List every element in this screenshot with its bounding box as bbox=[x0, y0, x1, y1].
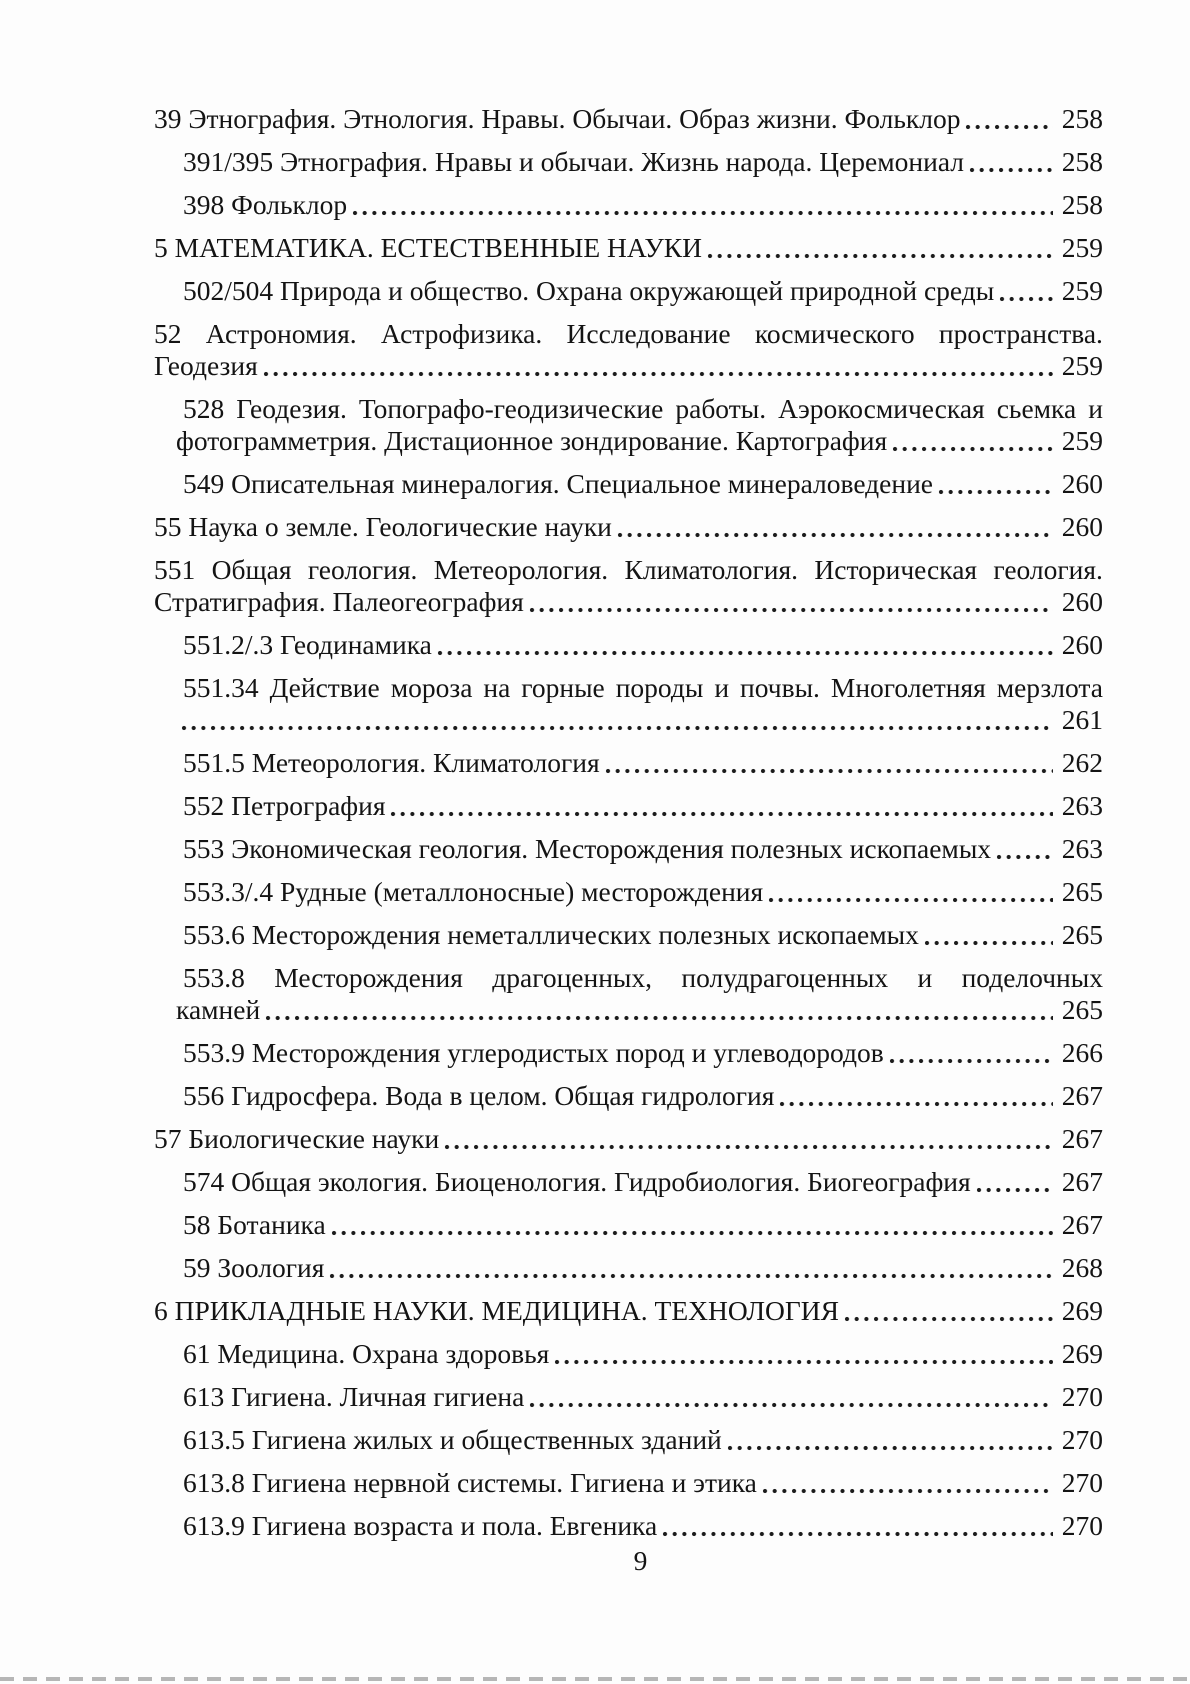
toc-entry-title: 613.5 Гигиена жилых и общественных зданий bbox=[183, 1424, 722, 1455]
toc-entry-word: поделочных bbox=[961, 962, 1103, 993]
toc-entry-lastline bbox=[154, 468, 1103, 500]
toc-entry-lastline bbox=[154, 1037, 1103, 1069]
toc-entry-word: Астрономия. bbox=[205, 318, 357, 349]
toc-entry-lastline bbox=[154, 1123, 1103, 1155]
table-of-contents bbox=[154, 103, 1103, 1553]
toc-entry-title: 549 Описательная минералогия. Специальное минераловедение bbox=[183, 468, 934, 499]
toc-entry-line bbox=[154, 962, 1103, 994]
toc-page-ref: 267 bbox=[1061, 1123, 1103, 1154]
toc-entry-title: 502/504 Природа и общество. Охрана окружающей природной среды bbox=[183, 275, 995, 306]
toc-entry bbox=[154, 554, 1103, 618]
toc-page-ref: 270 bbox=[1061, 1467, 1103, 1498]
toc-entry-word: Историческая bbox=[814, 554, 978, 585]
toc-entry-word: Климатология. bbox=[624, 554, 799, 585]
dot-leader bbox=[889, 1037, 1053, 1069]
toc-entry-title: Стратиграфия. Палеогеография bbox=[154, 586, 524, 617]
toc-entry-title: 556 Гидросфера. Вода в целом. Общая гидрология bbox=[183, 1080, 775, 1111]
toc-entry-word: мерзлота bbox=[996, 672, 1103, 703]
toc-page-ref: 267 bbox=[1061, 1209, 1103, 1240]
toc-entry-word: мороза bbox=[390, 672, 473, 703]
toc-entry-lastline bbox=[154, 103, 1103, 135]
toc-entry-word: 52 bbox=[154, 318, 182, 349]
dot-leader bbox=[329, 1252, 1053, 1284]
toc-entry-word: и bbox=[917, 962, 933, 993]
toc-page-ref: 259 bbox=[1061, 232, 1103, 263]
toc-entry-lastline bbox=[154, 629, 1103, 661]
dot-leader bbox=[969, 146, 1053, 178]
toc-entry-line bbox=[154, 393, 1103, 425]
toc-entry bbox=[154, 747, 1103, 779]
toc-entry-word: и bbox=[1088, 393, 1103, 424]
toc-entry bbox=[154, 1338, 1103, 1370]
toc-page-ref: 265 bbox=[1061, 919, 1103, 950]
toc-entry-word: Общая bbox=[211, 554, 292, 585]
toc-entry-title: камней bbox=[176, 994, 261, 1025]
toc-entry-word: работы. bbox=[675, 393, 767, 424]
toc-entry-word: Топографо-геодизические bbox=[358, 393, 664, 424]
toc-entry bbox=[154, 876, 1103, 908]
dot-leader bbox=[265, 994, 1053, 1026]
toc-entry-word: горные bbox=[521, 672, 605, 703]
toc-entry-lastline bbox=[154, 189, 1103, 221]
toc-entry-title: 39 Этнография. Этнология. Нравы. Обычаи. Образ жизни. Фольклор bbox=[154, 103, 961, 134]
toc-entry-lastline bbox=[154, 1166, 1103, 1198]
dot-leader bbox=[529, 586, 1053, 618]
toc-entry-title: 57 Биологические науки bbox=[154, 1123, 440, 1154]
dot-leader bbox=[181, 704, 1053, 736]
toc-entry-lastline bbox=[154, 1252, 1103, 1284]
toc-entry bbox=[154, 511, 1103, 543]
toc-page-ref: 266 bbox=[1061, 1037, 1103, 1068]
toc-entry-line bbox=[154, 672, 1103, 704]
dot-leader bbox=[707, 232, 1053, 264]
scan-artifact-bottom-edge bbox=[0, 1677, 1190, 1681]
toc-page-ref: 260 bbox=[1061, 629, 1103, 660]
dot-leader bbox=[727, 1424, 1053, 1456]
toc-entry-lastline bbox=[154, 919, 1103, 951]
toc-entry bbox=[154, 318, 1103, 382]
toc-entry-word: Геодезия. bbox=[236, 393, 347, 424]
toc-entry-word: 528 bbox=[183, 393, 225, 424]
toc-entry-lastline bbox=[154, 876, 1103, 908]
toc-entry-lastline bbox=[154, 1510, 1103, 1542]
toc-entry-lastline bbox=[154, 1338, 1103, 1370]
toc-entry-title: 553.6 Месторождения неметаллических полезных ископаемых bbox=[183, 919, 919, 950]
toc-entry bbox=[154, 1467, 1103, 1499]
toc-entry bbox=[154, 189, 1103, 221]
toc-entry-title: 5 МАТЕМАТИКА. ЕСТЕСТВЕННЫЕ НАУКИ bbox=[154, 232, 702, 263]
dot-leader bbox=[999, 275, 1053, 307]
toc-entry bbox=[154, 1295, 1103, 1327]
dot-leader bbox=[529, 1381, 1053, 1413]
dot-leader bbox=[779, 1080, 1053, 1112]
toc-entry-lastline bbox=[154, 994, 1103, 1026]
toc-entry-title: 552 Петрография bbox=[183, 790, 386, 821]
dot-leader bbox=[924, 919, 1053, 951]
toc-entry-word: 551.34 bbox=[183, 672, 259, 703]
dot-leader bbox=[976, 1166, 1053, 1198]
toc-entry-title: 553 Экономическая геология. Месторождения полезных ископаемых bbox=[183, 833, 992, 864]
toc-entry-word: Действие bbox=[269, 672, 380, 703]
toc-entry bbox=[154, 1123, 1103, 1155]
toc-entry-word: почвы. bbox=[740, 672, 820, 703]
dot-leader bbox=[762, 1467, 1053, 1499]
toc-entry-title: фотограмметрия. Дистационное зондирование. Картография bbox=[176, 425, 888, 456]
toc-entry-word: Месторождения bbox=[274, 962, 463, 993]
toc-entry-title: 59 Зоология bbox=[183, 1252, 325, 1283]
toc-entry-title: 553.9 Месторождения углеродистых пород и углеводородов bbox=[183, 1037, 884, 1068]
toc-page-ref: 267 bbox=[1061, 1166, 1103, 1197]
toc-page-ref: 258 bbox=[1061, 103, 1103, 134]
toc-page-ref: 269 bbox=[1061, 1338, 1103, 1369]
toc-entry-lastline bbox=[154, 704, 1103, 736]
dot-leader bbox=[617, 511, 1053, 543]
dot-leader bbox=[390, 790, 1053, 822]
toc-entry-lastline bbox=[154, 1295, 1103, 1327]
toc-entry-lastline bbox=[154, 425, 1103, 457]
toc-entry-word: на bbox=[483, 672, 511, 703]
toc-entry-title: Геодезия bbox=[154, 350, 258, 381]
toc-entry-lastline bbox=[154, 232, 1103, 264]
toc-entry-lastline bbox=[154, 350, 1103, 382]
toc-entry-title: 613.9 Гигиена возраста и пола. Евгеника bbox=[183, 1510, 658, 1541]
toc-entry-word: космического bbox=[754, 318, 915, 349]
toc-page-ref: 270 bbox=[1061, 1381, 1103, 1412]
toc-entry-title: 55 Наука о земле. Геологические науки bbox=[154, 511, 612, 542]
toc-entry-title: 551.5 Метеорология. Климатология bbox=[183, 747, 600, 778]
toc-entry-title: 613.8 Гигиена нервной системы. Гигиена и этика bbox=[183, 1467, 757, 1498]
toc-entry bbox=[154, 629, 1103, 661]
dot-leader bbox=[263, 350, 1053, 382]
toc-entry-word: драгоценных, bbox=[492, 962, 653, 993]
toc-entry bbox=[154, 1166, 1103, 1198]
toc-entry-word: и bbox=[714, 672, 730, 703]
toc-entry bbox=[154, 468, 1103, 500]
dot-leader bbox=[605, 747, 1053, 779]
dot-leader bbox=[352, 189, 1053, 221]
toc-entry-word: Аэрокосмическая bbox=[778, 393, 985, 424]
toc-page-ref: 260 bbox=[1061, 468, 1103, 499]
toc-entry-lastline bbox=[154, 1424, 1103, 1456]
toc-page-ref: 270 bbox=[1061, 1510, 1103, 1541]
toc-entry-lastline bbox=[154, 275, 1103, 307]
toc-entry-title: 391/395 Этнография. Нравы и обычаи. Жизнь народа. Церемониал bbox=[183, 146, 964, 177]
toc-entry-word: сьемка bbox=[996, 393, 1077, 424]
page-footer bbox=[154, 1545, 1103, 1577]
toc-entry-title: 58 Ботаника bbox=[183, 1209, 326, 1240]
toc-entry-title: 553.3/.4 Рудные (металлоносные) месторождения bbox=[183, 876, 764, 907]
toc-page-ref: 265 bbox=[1061, 876, 1103, 907]
toc-entry bbox=[154, 1510, 1103, 1542]
toc-entry-lastline bbox=[154, 747, 1103, 779]
toc-entry-word: геология. bbox=[307, 554, 418, 585]
toc-entry-title: 61 Медицина. Охрана здоровья bbox=[183, 1338, 550, 1369]
dot-leader bbox=[965, 103, 1053, 135]
toc-entry bbox=[154, 232, 1103, 264]
toc-page-ref: 267 bbox=[1061, 1080, 1103, 1111]
toc-page-ref: 260 bbox=[1061, 586, 1103, 617]
dot-leader bbox=[444, 1123, 1053, 1155]
page-number: 9 bbox=[633, 1545, 648, 1576]
toc-page-ref: 258 bbox=[1061, 146, 1103, 177]
toc-entry bbox=[154, 919, 1103, 951]
toc-entry-lastline bbox=[154, 586, 1103, 618]
toc-page-ref: 263 bbox=[1061, 790, 1103, 821]
toc-entry-lastline bbox=[154, 146, 1103, 178]
toc-entry-title: 398 Фольклор bbox=[183, 189, 348, 220]
toc-entry-word: пространства. bbox=[938, 318, 1103, 349]
toc-entry-lastline bbox=[154, 1467, 1103, 1499]
toc-entry-lastline bbox=[154, 511, 1103, 543]
toc-page-ref: 262 bbox=[1061, 747, 1103, 778]
toc-entry bbox=[154, 1037, 1103, 1069]
dot-leader bbox=[938, 468, 1053, 500]
toc-entry-word: полудрагоценных bbox=[681, 962, 889, 993]
toc-page-ref: 268 bbox=[1061, 1252, 1103, 1283]
toc-page-ref: 263 bbox=[1061, 833, 1103, 864]
toc-entry-lastline bbox=[154, 1209, 1103, 1241]
dot-leader bbox=[554, 1338, 1053, 1370]
toc-entry-word: 553.8 bbox=[183, 962, 245, 993]
toc-entry-word: Метеорология. bbox=[433, 554, 609, 585]
toc-page-ref: 259 bbox=[1061, 350, 1103, 381]
toc-entry bbox=[154, 1080, 1103, 1112]
toc-entry-title: 613 Гигиена. Личная гигиена bbox=[183, 1381, 525, 1412]
toc-entry-title: 574 Общая экология. Биоценология. Гидробиология. Биогеография bbox=[183, 1166, 971, 1197]
dot-leader bbox=[662, 1510, 1053, 1542]
toc-entry bbox=[154, 833, 1103, 865]
toc-page-ref: 258 bbox=[1061, 189, 1103, 220]
toc-page-ref: 270 bbox=[1061, 1424, 1103, 1455]
toc-entry-word: Астрофизика. bbox=[380, 318, 543, 349]
toc-entry-lastline bbox=[154, 1080, 1103, 1112]
toc-entry bbox=[154, 1209, 1103, 1241]
toc-entry bbox=[154, 275, 1103, 307]
toc-entry bbox=[154, 962, 1103, 1026]
dot-leader bbox=[437, 629, 1053, 661]
toc-entry-lastline bbox=[154, 833, 1103, 865]
toc-entry bbox=[154, 1252, 1103, 1284]
toc-entry bbox=[154, 790, 1103, 822]
toc-entry bbox=[154, 103, 1103, 135]
toc-entry-word: Многолетняя bbox=[830, 672, 986, 703]
toc-entry bbox=[154, 146, 1103, 178]
toc-page-ref: 269 bbox=[1061, 1295, 1103, 1326]
toc-entry-title: 551.2/.3 Геодинамика bbox=[183, 629, 432, 660]
dot-leader bbox=[844, 1295, 1053, 1327]
dot-leader bbox=[996, 833, 1053, 865]
toc-entry bbox=[154, 672, 1103, 736]
dot-leader bbox=[331, 1209, 1053, 1241]
dot-leader bbox=[892, 425, 1053, 457]
toc-page-ref: 265 bbox=[1061, 994, 1103, 1025]
dot-leader bbox=[768, 876, 1053, 908]
toc-entry-lastline bbox=[154, 1381, 1103, 1413]
toc-entry-line bbox=[154, 318, 1103, 350]
toc-entry-title: 6 ПРИКЛАДНЫЕ НАУКИ. МЕДИЦИНА. ТЕХНОЛОГИЯ bbox=[154, 1295, 839, 1326]
toc-entry-lastline bbox=[154, 790, 1103, 822]
toc-entry-word: геология. bbox=[993, 554, 1103, 585]
toc-page-ref: 259 bbox=[1061, 275, 1103, 306]
toc-entry-word: породы bbox=[615, 672, 704, 703]
toc-entry-word: Исследование bbox=[566, 318, 731, 349]
toc-entry-line bbox=[154, 554, 1103, 586]
toc-entry bbox=[154, 1424, 1103, 1456]
toc-entry bbox=[154, 1381, 1103, 1413]
toc-page-ref: 259 bbox=[1061, 425, 1103, 456]
toc-page-ref: 260 bbox=[1061, 511, 1103, 542]
toc-entry bbox=[154, 393, 1103, 457]
toc-entry-word: 551 bbox=[154, 554, 196, 585]
toc-page-ref: 261 bbox=[1061, 704, 1103, 735]
